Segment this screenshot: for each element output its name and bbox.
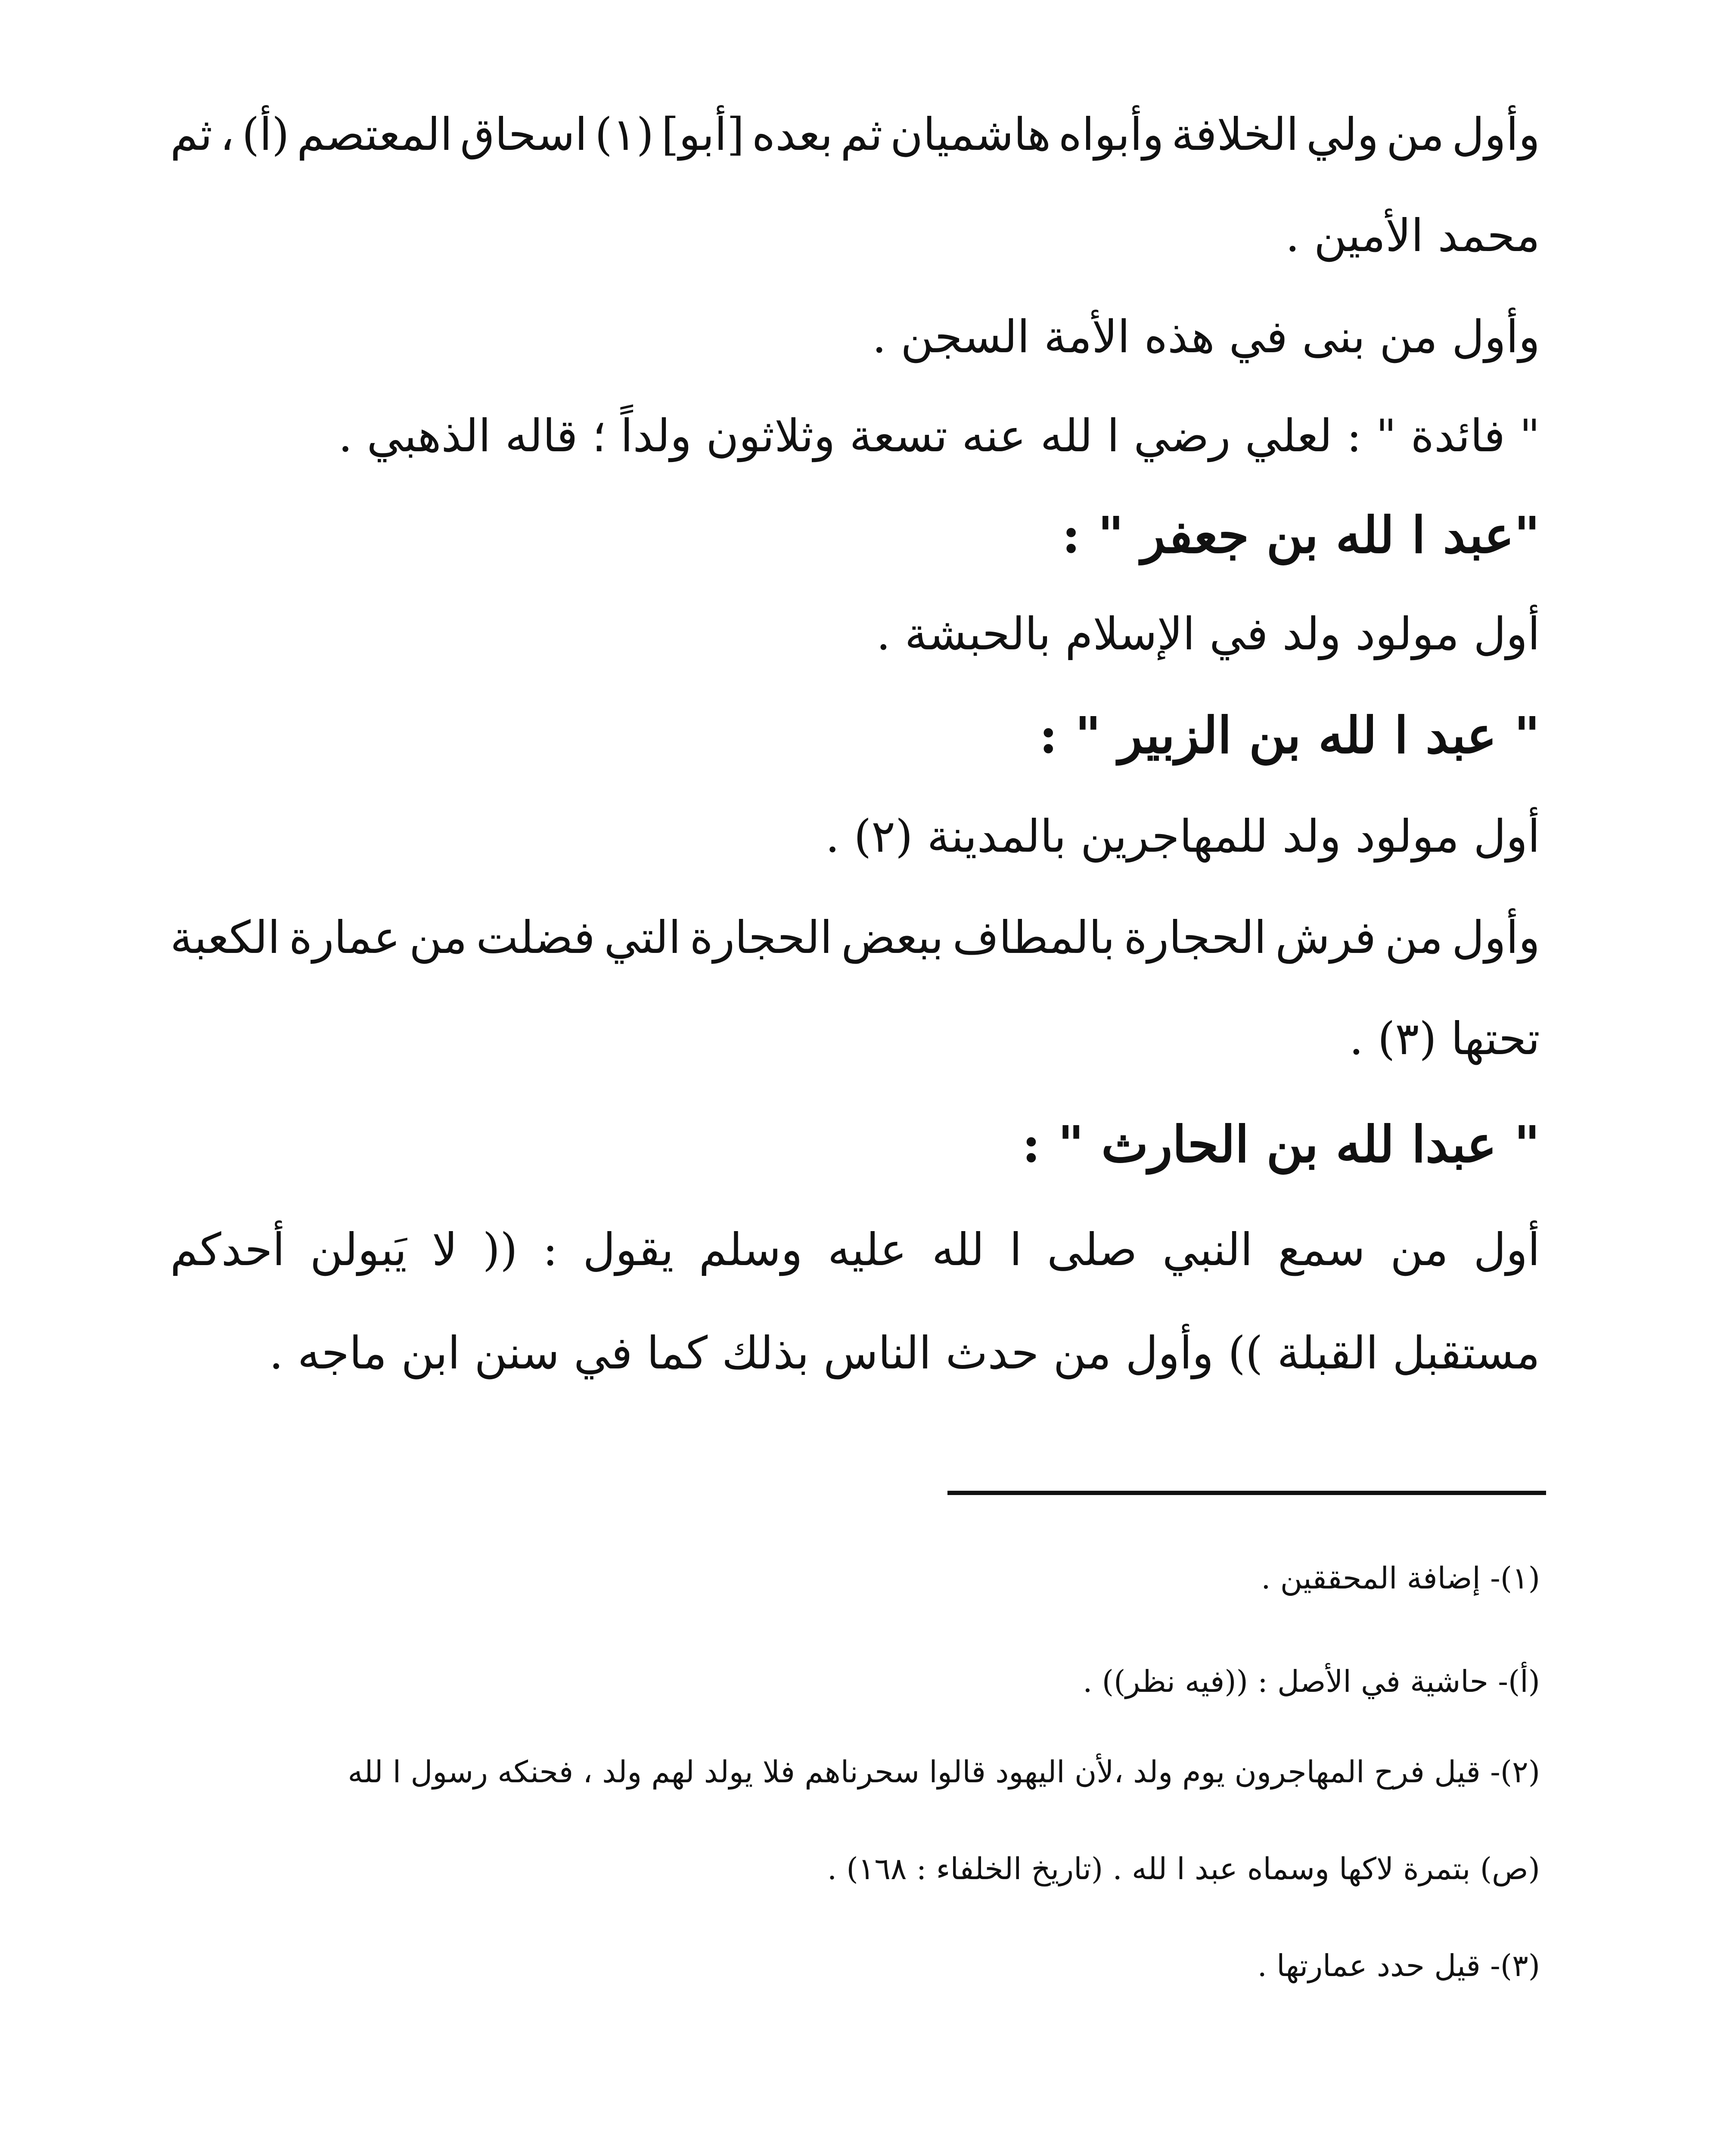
footnote-2-line-1: (٢)- قيل فرح المهاجرون يوم ولد ،لأن اليهود قالوا سحرناهم فلا يولد لهم ولد ، فحنكه رسول ا لله <box>348 1754 1540 1790</box>
paragraph-hadith-line-1: أول من سمع النبي صلى ا لله عليه وسلم يقول : (( لا يَبولن أحدكم <box>170 1223 1540 1276</box>
paragraph-abyssinia: أول مولود ولد في الإسلام بالحبشة . <box>876 608 1540 660</box>
footnote-a: (أ)- حاشية في الأصل : ((فيه نظر)) . <box>1083 1664 1540 1699</box>
heading-abdullah-ibn-harith: " عبدا لله بن الحارث " : <box>1022 1115 1540 1174</box>
paragraph-caliphate-line-1: وأول من ولي الخلافة وأبواه هاشميان ثم بعده [أبو] (١) اسحاق المعتصم (أ) ، ثم <box>170 108 1540 161</box>
heading-abdullah-ibn-jafar: "عبد ا لله بن جعفر " : <box>1062 506 1540 565</box>
paragraph-hadith-line-2: مستقبل القبلة )) وأول من حدث الناس بذلك كما في سنن ابن ماجه . <box>269 1327 1540 1379</box>
footnote-1: (١)- إضافة المحققين . <box>1261 1560 1540 1596</box>
footnote-2-line-2: (ص) بتمرة لاكها وسماه عبد ا لله . (تاريخ الخلفاء : ١٦٨) . <box>827 1851 1540 1886</box>
paragraph-prison: وأول من بنى في هذه الأمة السجن . <box>872 310 1540 363</box>
paragraph-caliphate-line-2: محمد الأمين . <box>1285 209 1540 262</box>
paragraph-mataf-line-1: وأول من فرش الحجارة بالمطاف ببعض الحجارة التي فضلت من عمارة الكعبة <box>170 911 1540 964</box>
footnote-3: (٣)- قيل حدد عمارتها . <box>1257 1948 1540 1983</box>
heading-abdullah-ibn-zubayr: " عبد ا لله بن الزبير " : <box>1039 706 1540 765</box>
paragraph-mataf-line-2: تحتها (٣) . <box>1349 1012 1540 1065</box>
paragraph-medina: أول مولود ولد للمهاجرين بالمدينة (٢) . <box>825 810 1540 862</box>
footnote-separator <box>947 1491 1546 1495</box>
paragraph-benefit: " فائدة " : لعلي رضي ا لله عنه تسعة وثلاثون ولداً ؛ قاله الذهبي . <box>338 410 1540 462</box>
